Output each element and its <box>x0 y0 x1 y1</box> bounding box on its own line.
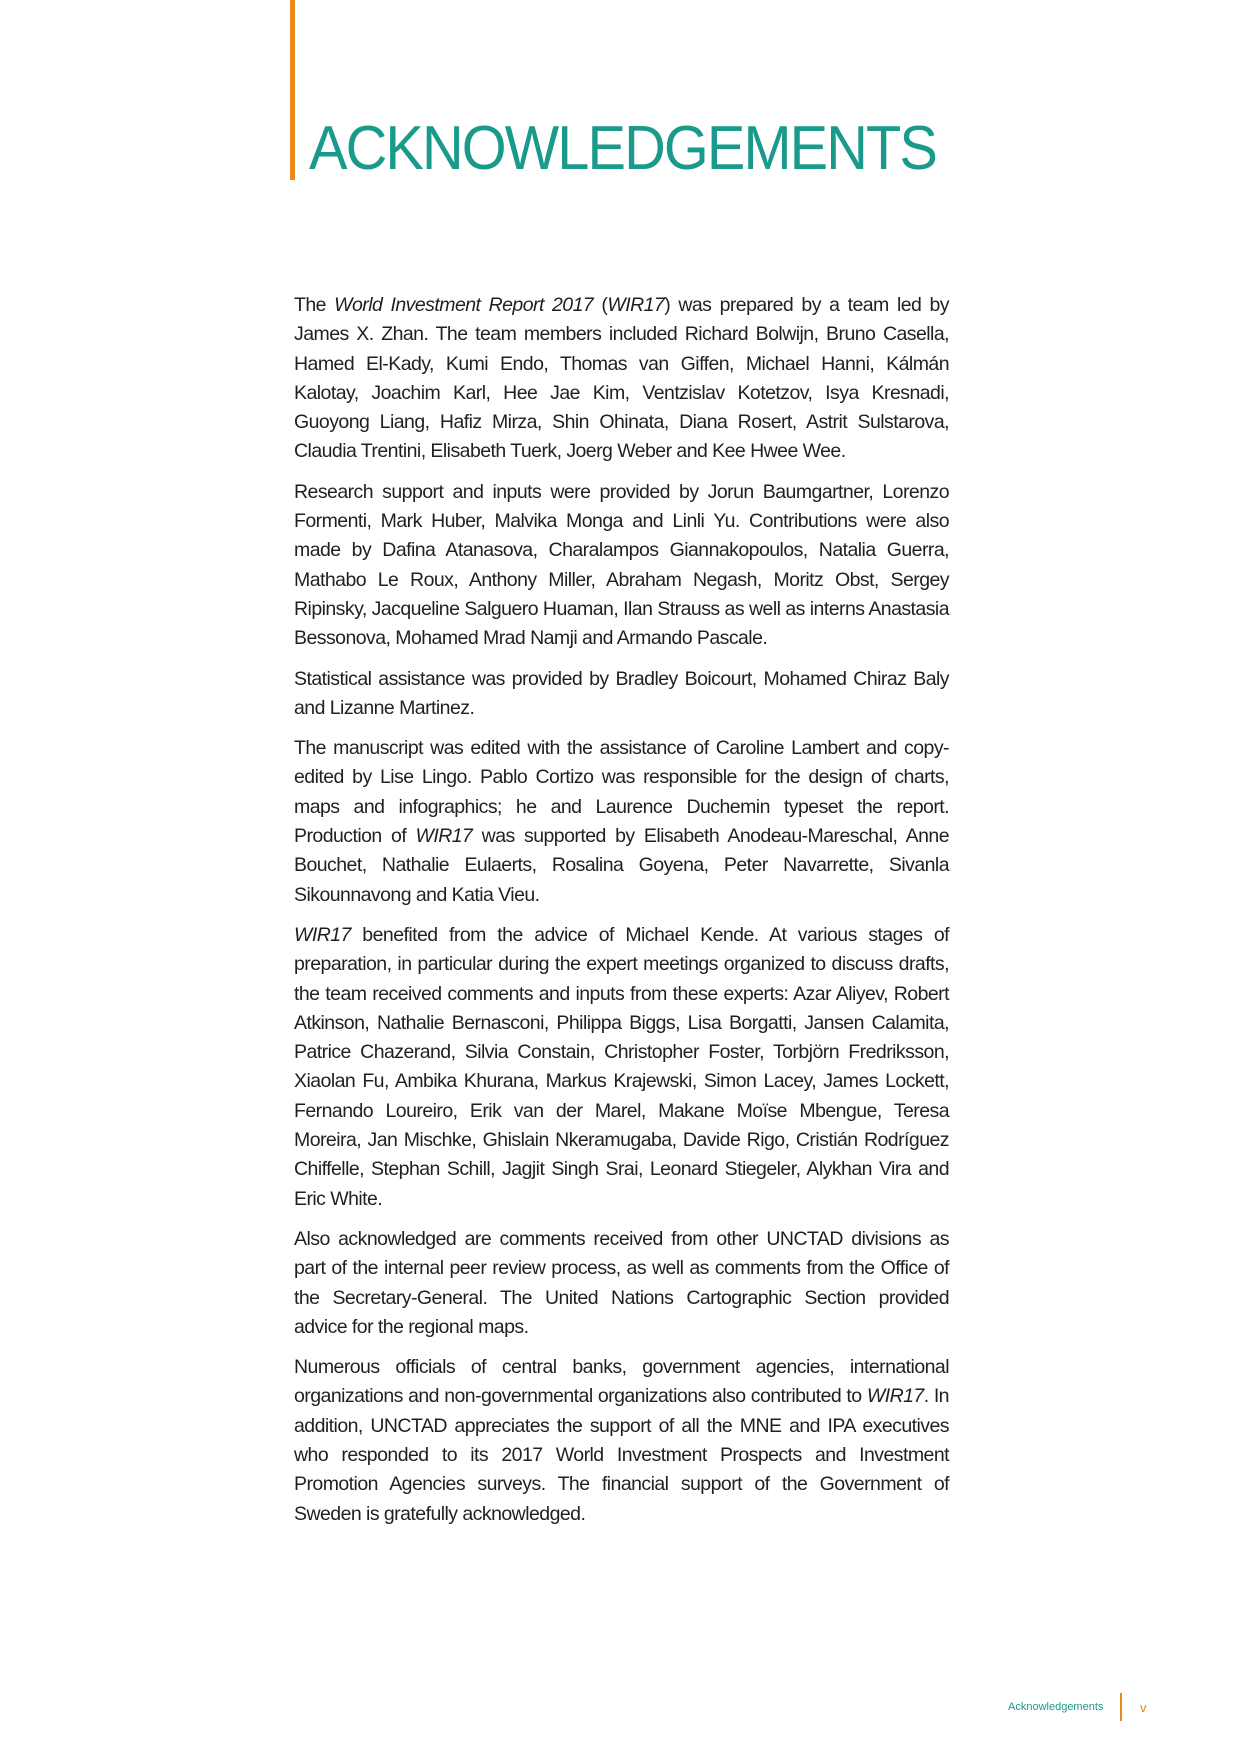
paragraph-production: The manuscript was edited with the assistance of Caroline Lambert and copy-edited by Lise Lingo. Pablo Cortizo was responsible for the design of charts, maps and infographics; he and Laurence Duchemin typeset the report. Production of WIR17 was supported by Elisabeth Anodeau-Mareschal, Anne Bouchet, Nathalie Eulaerts, Rosalina Goyena, Peter Navarrette, Sivanla Sikounnavong and Katia Vieu. <box>294 737 949 906</box>
footer-divider <box>1120 1693 1122 1721</box>
paragraph-experts: WIR17 benefited from the advice of Michael Kende. At various stages of preparation, in particular during the expert meetings organized to discuss drafts, the team received comments and inputs from these experts: Azar Aliyev, Robert Atkinson, Nathalie Bernasconi, Philippa Biggs, Lisa Borgatti, Jansen Calamita, Patrice Chazerand, Silvia Constain, Christopher Foster, Torbjörn Fredriksson, Xiaolan Fu, Ambika Khurana, Markus Krajewski, Simon Lacey, James Lockett, Fernando Loureiro, Erik van der Marel, Makane Moïse Mbengue, Teresa Moreira, Jan Mischke, Ghislain Nkeramugaba, Davide Rigo, Cristián Rodríguez Chiffelle, Stephan Schill, Jagjit Singh Srai, Leonard Stiegeler, Alykhan Vira and Eric White. <box>294 923 949 1210</box>
title-accent-bar <box>290 0 295 180</box>
paragraph-research-support: Research support and inputs were provided by Jorun Baumgartner, Lorenzo Formenti, Mark Huber, Malvika Monga and Linli Yu. Contributions were also made by Dafina Atanasova, Charalampos Giannakopoulos, Natalia Guerra, Mathabo Le Roux, Anthony Miller, Abraham Negash, Moritz Obst, Sergey Ripinsky, Jacqueline Salguero Huaman, Ilan Strauss as well as interns Anastasia Bessonova, Mohamed Mrad Namji and Armando Pascale. <box>294 480 949 650</box>
paragraph-statistical-assistance: Statistical assistance was provided by Bradley Boicourt, Mohamed Chiraz Baly and Lizanne Martinez. <box>294 667 949 719</box>
page-number: v <box>1140 1700 1147 1715</box>
paragraph-officials: Numerous officials of central banks, government agencies, international organizations and non-governmental organizations also contributed to WIR17. In addition, UNCTAD appreciates the support of all the MNE and IPA executives who responded to its 2017 World Investment Prospects and Investment Promotion Agencies surveys. The financial support of the Government of Sweden is gratefully acknowledged. <box>294 1356 949 1525</box>
paragraph-team: The World Investment Report 2017 (WIR17) was prepared by a team led by James X. Zhan. The team members included Richard Bolwijn, Bruno Casella, Hamed El-Kady, Kumi Endo, Thomas van Giffen, Michael Hanni, Kálmán Kalotay, Joachim Karl, Hee Jae Kim, Ventzislav Kotetzov, Isya Kresnadi, Guoyong Liang, Hafiz Mirza, Shin Ohinata, Diana Rosert, Astrit Sulstarova, Claudia Trentini, Elisabeth Tuerk, Joerg Weber and Kee Hwee Wee. <box>294 294 950 463</box>
page-title: ACKNOWLEDGEMENTS <box>309 114 937 183</box>
footer-section-label: Acknowledgements <box>1008 1701 1104 1713</box>
paragraph-peer-review: Also acknowledged are comments received from other UNCTAD divisions as part of the internal peer review process, as well as comments from the Office of the Secretary-General. The United Nations Cartographic Section provided advice for the regional maps. <box>294 1227 949 1338</box>
acknowledgements-body <box>294 291 949 1540</box>
